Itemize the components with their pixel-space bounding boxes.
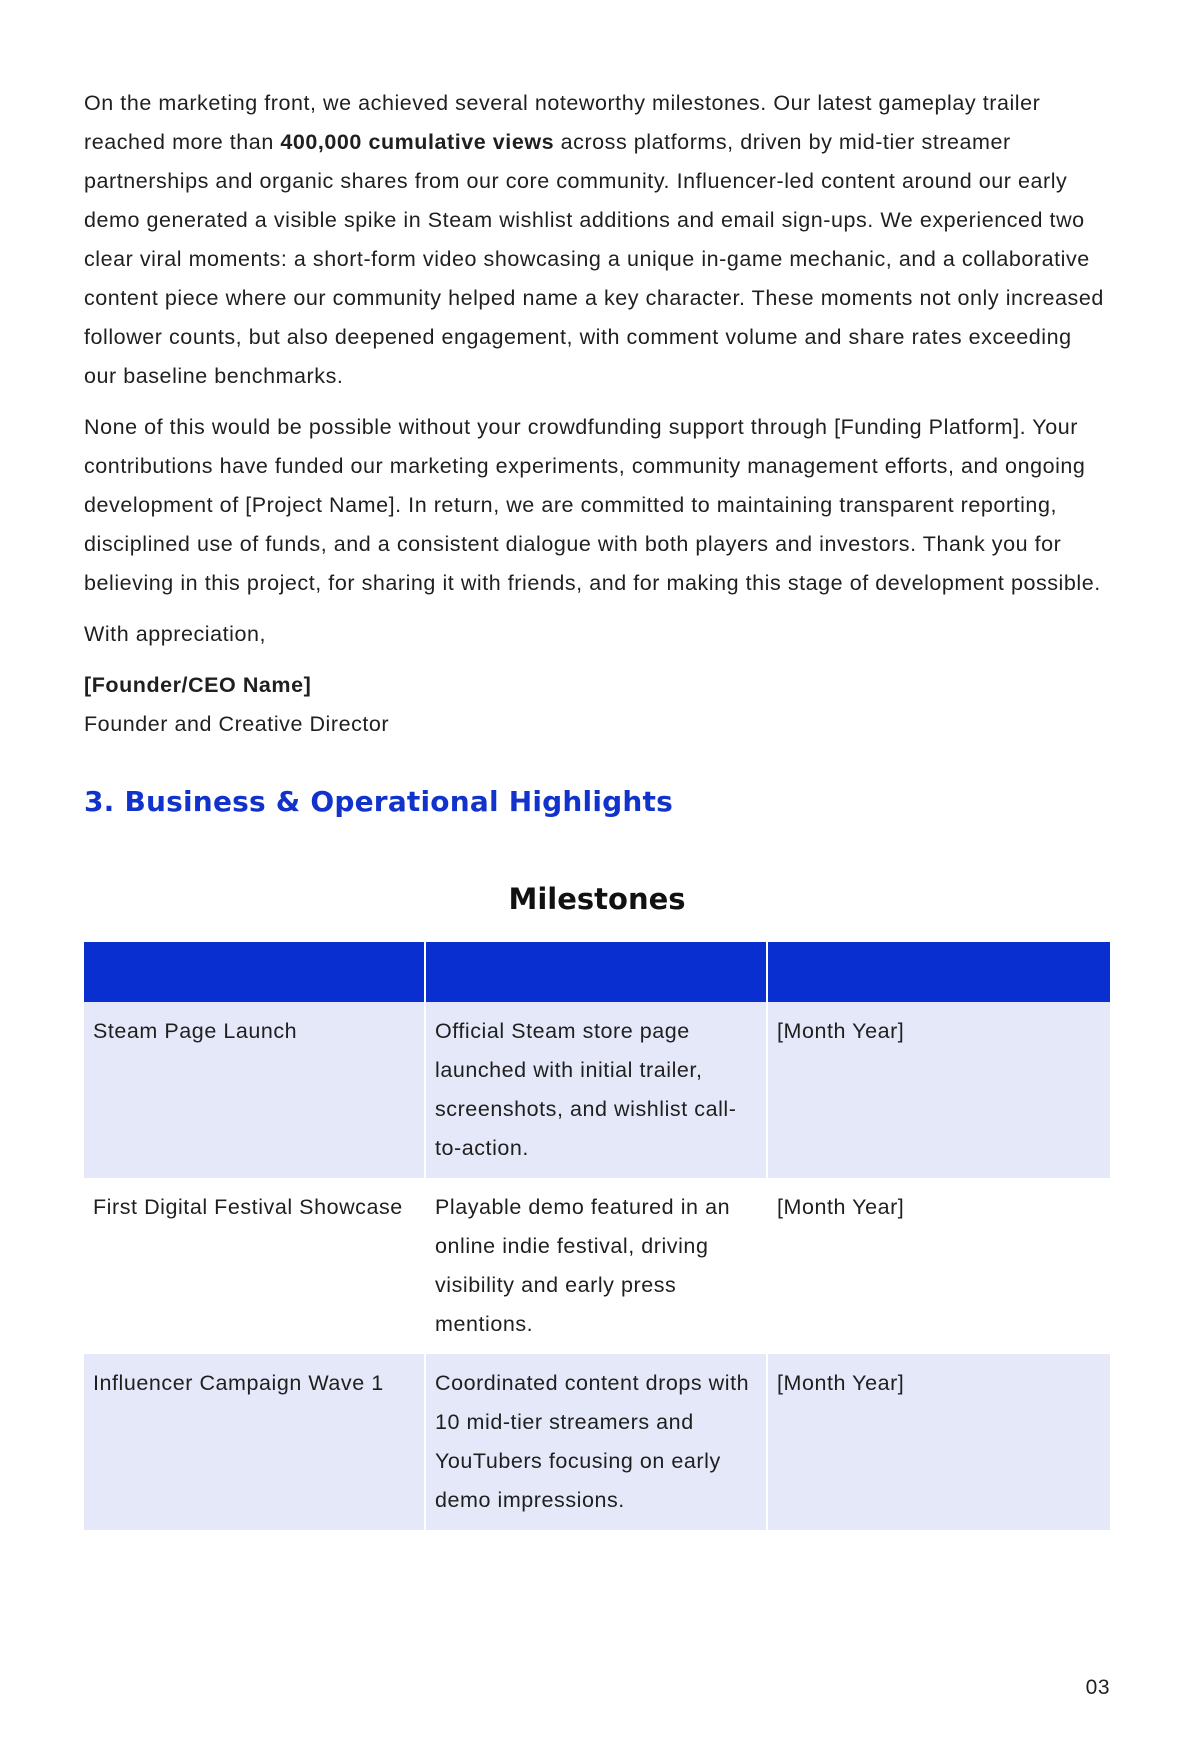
document-page	[84, 84, 1110, 1530]
table-header-cell	[84, 942, 425, 1002]
page-number: 03	[1085, 1676, 1110, 1699]
signer-name: [Founder/CEO Name]	[84, 673, 312, 697]
thanks-paragraph: None of this would be possible without your crowdfunding support through [Funding Platform]. Your contributions have funded our marketing experiments, community management efforts, and ongoing development of [Project Name]. In return, we are committed to maintaining transparent reporting, disciplined use of funds, and a consistent dialogue with both players and investors. Thank you for believing in this project, for sharing it with friends, and for making this stage of development possible.	[84, 415, 1101, 595]
description-cell: Coordinated content drops with 10 mid-tier streamers and YouTubers focusing on early demo impressions.	[425, 1354, 767, 1530]
table-row	[84, 1178, 1110, 1354]
marketing-paragraph-end: across platforms, driven by mid-tier streamer partnerships and organic shares from our core community. Influencer-led content around our early demo generated a visible spike in Steam wishlist additions and email sign-ups. We experienced two clear viral moments: a short-form video showcasing a unique in-game mechanic, and a collaborative content piece where our community helped name a key character. These moments not only increased follower counts, but also deepened engagement, with comment volume and share rates exceeding our baseline benchmarks.	[84, 130, 1104, 388]
views-highlight: 400,000 cumulative views	[280, 130, 555, 154]
date-cell: [Month Year]	[767, 1178, 1110, 1354]
signer-title: Founder and Creative Director	[84, 712, 390, 736]
milestone-cell: Influencer Campaign Wave 1	[84, 1354, 425, 1530]
milestones-table	[84, 942, 1110, 1530]
table-row	[84, 1354, 1110, 1530]
marketing-paragraph	[84, 84, 1110, 396]
date-cell: [Month Year]	[767, 1354, 1110, 1530]
table-title: Milestones	[508, 882, 686, 916]
description-cell: Official Steam store page launched with initial trailer, screenshots, and wishlist call-to-action.	[425, 1002, 767, 1178]
date-cell: [Month Year]	[767, 1002, 1110, 1178]
description-cell: Playable demo featured in an online indie festival, driving visibility and early press mentions.	[425, 1178, 767, 1354]
table-header-row	[84, 942, 1110, 1002]
milestone-cell: First Digital Festival Showcase	[84, 1178, 425, 1354]
marketing-paragraph-start: On the marketing front, we achieved several noteworthy milestones. Our latest gameplay trailer reached more than	[84, 91, 1041, 154]
milestone-cell: Steam Page Launch	[84, 1002, 425, 1178]
section-heading: 3. Business & Operational Highlights	[84, 785, 673, 818]
table-header-cell	[767, 942, 1110, 1002]
table-row	[84, 1002, 1110, 1178]
table-header-cell	[425, 942, 767, 1002]
signoff: With appreciation,	[84, 622, 266, 646]
